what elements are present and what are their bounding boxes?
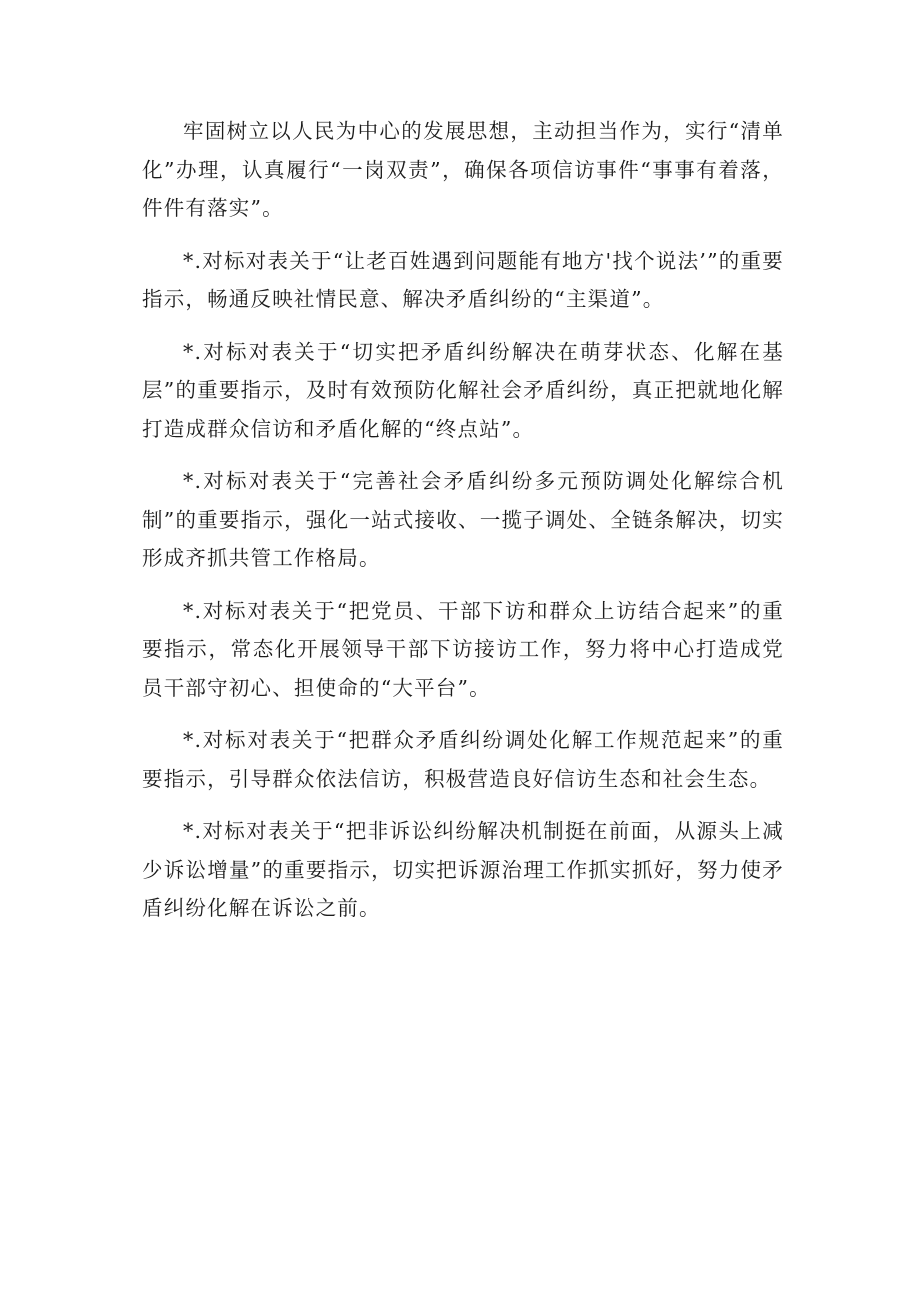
paragraph-intro: 牢固树立以人民为中心的发展思想，主动担当作为，实行“清单化”办理，认真履行“一岗双责”，确保各项信访事件“事事有着落，件件有落实”。 [142, 119, 784, 220]
paragraph-item-5: *.对标对表关于“把群众矛盾纠纷调处化解工作规范起来”的重要指示，引导群众依法信访，积极营造良好信访生态和社会生态。 [142, 728, 784, 791]
paragraph-item-3: *.对标对表关于“完善社会矛盾纠纷多元预防调处化解综合机制”的重要指示，强化一站式接收、一揽子调处、全链条解决，切实形成齐抓共管工作格局。 [142, 469, 784, 570]
paragraph-item-4: *.对标对表关于“把党员、干部下访和群众上访结合起来”的重要指示，常态化开展领导干部下访接访工作，努力将中心打造成党员干部守初心、担使命的“大平台”。 [142, 598, 784, 700]
paragraph-item-1: *.对标对表关于“让老百姓遇到问题能有地方'找个说法’”的重要指示，畅通反映社情民意、解决矛盾纠纷的“主渠道”。 [142, 248, 784, 311]
paragraph-item-2: *.对标对表关于“切实把矛盾纠纷解决在萌芽状态、化解在基层”的重要指示，及时有效预防化解社会矛盾纠纷，真正把就地化解打造成群众信访和矛盾化解的“终点站”。 [142, 339, 784, 441]
document-body [142, 112, 784, 942]
paragraph-item-6: *.对标对表关于“把非诉讼纠纷解决机制挺在前面，从源头上减少诉讼增量”的重要指示，切实把诉源治理工作抓实抓好，努力使矛盾纠纷化解在诉讼之前。 [142, 819, 784, 920]
